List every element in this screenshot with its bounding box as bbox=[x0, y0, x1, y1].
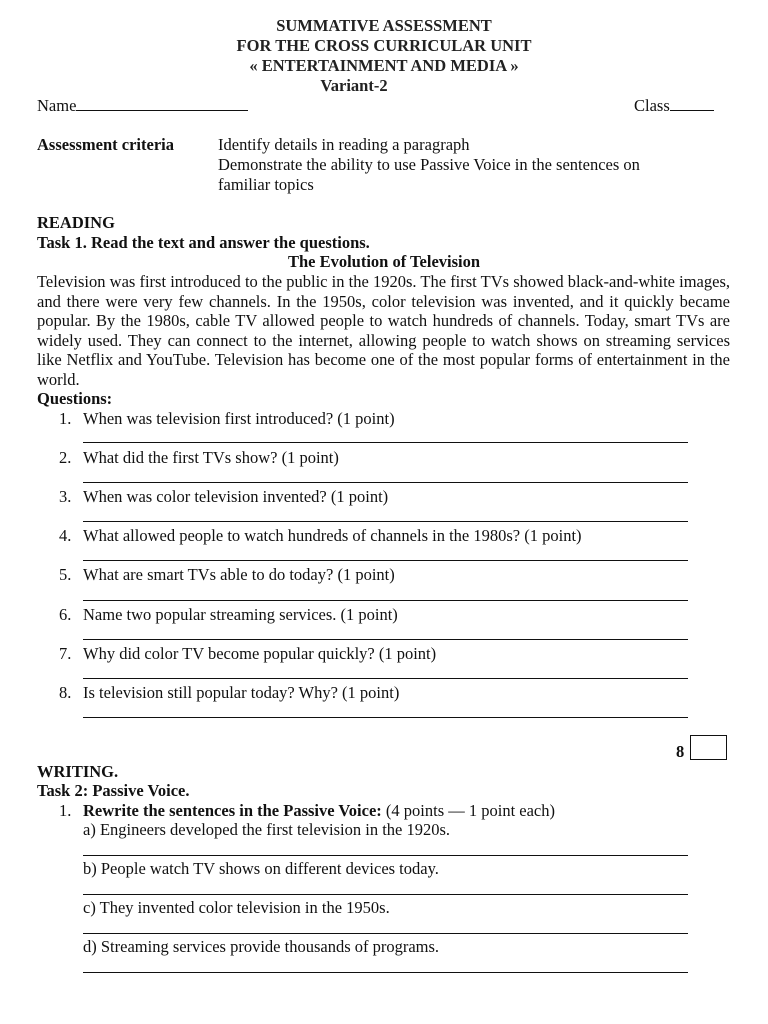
question-7-number: 7. bbox=[59, 644, 72, 663]
question-3-number: 3. bbox=[59, 487, 72, 506]
writing-instruction-points: (4 points — 1 point each) bbox=[381, 801, 555, 820]
answer-line-5[interactable] bbox=[83, 600, 688, 601]
criteria-line-1: Identify details in reading a paragraph bbox=[218, 135, 470, 154]
rewrite-line-b[interactable] bbox=[83, 894, 688, 895]
questions-label: Questions: bbox=[37, 389, 113, 408]
criteria-line-3: familiar topics bbox=[218, 175, 314, 194]
question-1-text: When was television first introduced? (1 point) bbox=[83, 409, 395, 428]
reading-max-score: 8 bbox=[676, 742, 685, 761]
name-label: Name bbox=[37, 96, 77, 115]
answer-line-6[interactable] bbox=[83, 639, 688, 640]
question-7-text: Why did color TV become popular quickly? (1 point) bbox=[83, 644, 437, 663]
sentence-c: c) They invented color television in the 1950s. bbox=[83, 898, 390, 917]
reading-heading: READING bbox=[37, 213, 115, 232]
question-8-text: Is television still popular today? Why? (1 point) bbox=[83, 683, 400, 702]
text-title: The Evolution of Television bbox=[287, 252, 481, 271]
writing-heading: WRITING. bbox=[37, 762, 119, 781]
answer-line-4[interactable] bbox=[83, 560, 688, 561]
title-line-2: FOR THE CROSS CURRICULAR UNIT bbox=[236, 36, 532, 55]
name-blank[interactable] bbox=[76, 96, 248, 111]
question-8-number: 8. bbox=[59, 683, 72, 702]
variant-label: Variant-2 bbox=[320, 76, 388, 95]
criteria-label: Assessment criteria bbox=[37, 135, 174, 154]
writing-instruction bbox=[83, 801, 555, 821]
reading-paragraph: Television was first introduced to the public in the 1920s. The first TVs showed black-and-white images, and there were very few channels. In the 1950s, color television was invented, and it quickly became popular. By the 1980s, cable TV allowed people to watch hundreds of channels. Today, smart TVs are widely used. They can connect to the internet, allowing people to watch shows on streaming services like Netflix and YouTube. Television has become one of the most popular forms of entertainment in the world. bbox=[37, 272, 730, 389]
answer-line-3[interactable] bbox=[83, 521, 688, 522]
sentence-a: a) Engineers developed the first television in the 1920s. bbox=[83, 820, 451, 839]
rewrite-line-a[interactable] bbox=[83, 855, 688, 856]
class-blank[interactable] bbox=[670, 96, 714, 111]
answer-line-7[interactable] bbox=[83, 678, 688, 679]
question-5-text: What are smart TVs able to do today? (1 point) bbox=[83, 565, 395, 584]
answer-line-2[interactable] bbox=[83, 482, 688, 483]
sentence-b: b) People watch TV shows on different devices today. bbox=[83, 859, 439, 878]
question-4-number: 4. bbox=[59, 526, 72, 545]
writing-instruction-bold: Rewrite the sentences in the Passive Voice: bbox=[83, 801, 382, 820]
title-line-3: « ENTERTAINMENT AND MEDIA » bbox=[249, 56, 519, 75]
question-1-number: 1. bbox=[59, 409, 72, 428]
question-2-number: 2. bbox=[59, 448, 72, 467]
question-6-text: Name two popular streaming services. (1 point) bbox=[83, 605, 398, 624]
criteria-line-2: Demonstrate the ability to use Passive Voice in the sentences on bbox=[218, 155, 640, 174]
writing-item-number: 1. bbox=[59, 801, 72, 820]
answer-line-1[interactable] bbox=[83, 442, 688, 443]
task2-title: Task 2: Passive Voice. bbox=[37, 781, 190, 800]
class-label: Class bbox=[634, 96, 670, 115]
answer-line-8[interactable] bbox=[83, 717, 688, 718]
question-6-number: 6. bbox=[59, 605, 72, 624]
question-2-text: What did the first TVs show? (1 point) bbox=[83, 448, 339, 467]
question-4-text: What allowed people to watch hundreds of channels in the 1980s? (1 point) bbox=[83, 526, 582, 545]
name-field[interactable] bbox=[37, 96, 248, 116]
sentence-d: d) Streaming services provide thousands of programs. bbox=[83, 937, 440, 956]
rewrite-line-c[interactable] bbox=[83, 933, 688, 934]
rewrite-line-d[interactable] bbox=[83, 972, 688, 973]
title-line-1: SUMMATIVE ASSESSMENT bbox=[276, 16, 492, 35]
task1-instruction: Task 1. Read the text and answer the questions. bbox=[37, 233, 370, 252]
class-field[interactable] bbox=[634, 96, 714, 116]
question-3-text: When was color television invented? (1 point) bbox=[83, 487, 389, 506]
question-5-number: 5. bbox=[59, 565, 72, 584]
score-box[interactable] bbox=[690, 735, 727, 760]
